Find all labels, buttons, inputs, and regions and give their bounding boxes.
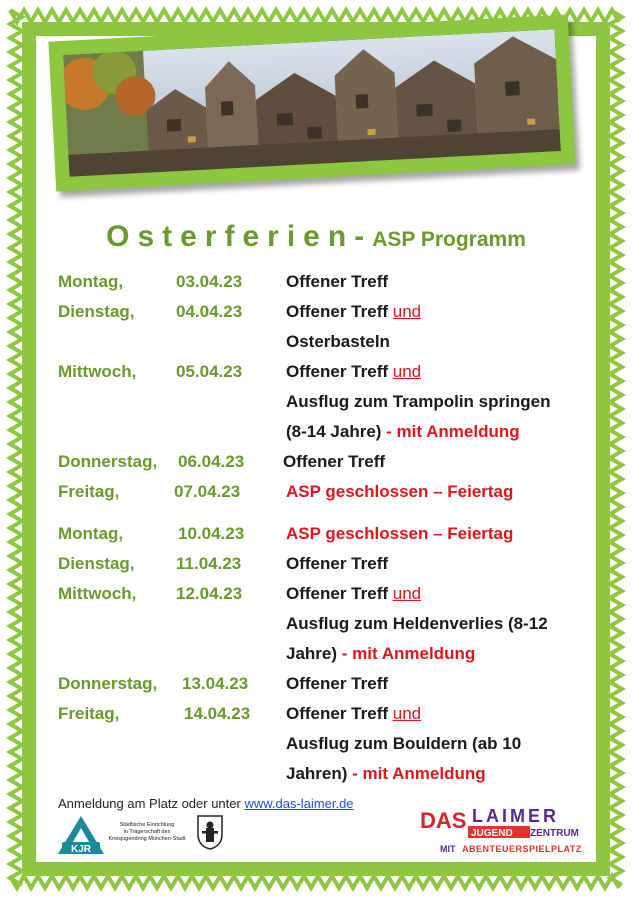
activity-text: Offener Treff [286,674,389,693]
header-photo [63,29,561,177]
schedule-activity-line [286,764,486,784]
schedule-activity-line [286,272,388,292]
and-connector: und [392,362,422,381]
schedule-activity-line [283,452,385,472]
schedule-activity-line [286,674,388,694]
schedule-date: 14.04.23 [184,704,251,723]
schedule-activity-line [286,422,520,442]
kjr-caption-line: Kreisjugendring München-Stadt [108,836,186,842]
activity-text: Offener Treff [286,362,393,381]
highlight-text: ASP geschlossen – Feiertag [286,524,514,543]
activity-text: Ausflug zum Bouldern (ab 10 [286,734,522,753]
logo-mit: MIT [440,844,456,854]
schedule-activity-line [286,524,513,544]
playground-houses-image [63,29,561,177]
activity-text: Offener Treff [286,272,389,291]
schedule-day: Donnerstag, [58,452,158,471]
schedule-activity-line [286,362,421,382]
schedule-date: 13.04.23 [182,674,249,693]
and-connector: und [392,302,422,321]
schedule-activity-line [286,554,388,574]
munich-coat-of-arms-icon [196,814,224,850]
schedule-activity-line [286,302,421,322]
schedule-day: Mittwoch, [58,584,137,603]
kjr-caption-line: in Trägerschaft des [123,829,171,835]
activity-text: Jahren) [286,764,348,783]
highlight-text: ASP geschlossen – Feiertag [286,482,514,501]
schedule-day: Mittwoch, [58,362,137,381]
kjr-logo [56,814,106,856]
schedule-day: Dienstag, [58,302,135,321]
activity-text: Offener Treff [286,584,393,603]
schedule-date: 11.04.23 [176,554,242,573]
schedule-date: 12.04.23 [176,584,243,603]
and-connector: und [392,704,422,723]
schedule-date: 03.04.23 [176,272,243,291]
activity-text: Ausflug zum Trampolin springen [286,392,551,411]
schedule-activity-line [286,644,475,664]
highlight-text: - mit Anmeldung [337,644,476,663]
highlight-text: - mit Anmeldung [381,422,520,441]
logo-laimer: LAIMER [472,806,559,826]
logo-platz: ABENTEUERSPIELPLATZ [462,844,582,854]
title-main: Osterferien [106,220,355,253]
activity-text: Offener Treff [283,452,386,471]
logo-zentrum: ZENTRUM [530,828,579,839]
registration-note [58,796,354,811]
website-link[interactable]: www.das-laimer.de [244,796,354,811]
registration-text: Anmeldung am Platz oder unter [58,796,245,811]
schedule-day: Freitag, [58,482,120,501]
kjr-caption [108,822,186,843]
schedule-date: 04.04.23 [176,302,243,321]
schedule-day: Freitag, [58,704,120,723]
activity-text: Osterbasteln [286,332,390,351]
schedule-day: Montag, [58,524,124,543]
and-connector: und [392,584,422,603]
schedule-activity-line [286,704,421,724]
header-photo-frame [48,14,575,191]
activity-text: Offener Treff [286,554,389,573]
logo-jugend: JUGEND [471,828,513,839]
activity-text: Jahre) [286,644,338,663]
highlight-text: - mit Anmeldung [347,764,486,783]
kjr-logo-text: KJR [70,844,92,855]
schedule-date: 07.04.23 [174,482,241,501]
schedule-date: 05.04.23 [176,362,243,381]
schedule-activity-line [286,614,548,634]
page-title [0,220,632,254]
schedule-activity-line [286,482,513,502]
schedule-activity-line [286,332,390,352]
activity-text: (8-14 Jahre) [286,422,382,441]
schedule-date: 06.04.23 [178,452,245,471]
logo-das: DAS [420,808,467,833]
schedule-activity-line [286,392,550,412]
schedule-activity-line [286,734,521,754]
activity-text: Offener Treff [286,302,393,321]
schedule-day: Dienstag, [58,554,135,573]
schedule-date: 10.04.23 [178,524,245,543]
schedule-day: Donnerstag, [58,674,158,693]
title-dash: - [354,220,365,253]
activity-text: Ausflug zum Heldenverlies (8-12 [286,614,548,633]
activity-text: Offener Treff [286,704,393,723]
schedule-activity-line [286,584,421,604]
das-laimer-logo [418,800,588,860]
title-sub: ASP Programm [372,228,526,251]
schedule-day: Montag, [58,272,124,291]
kjr-caption-line: Städtische Einrichtung [119,822,175,828]
